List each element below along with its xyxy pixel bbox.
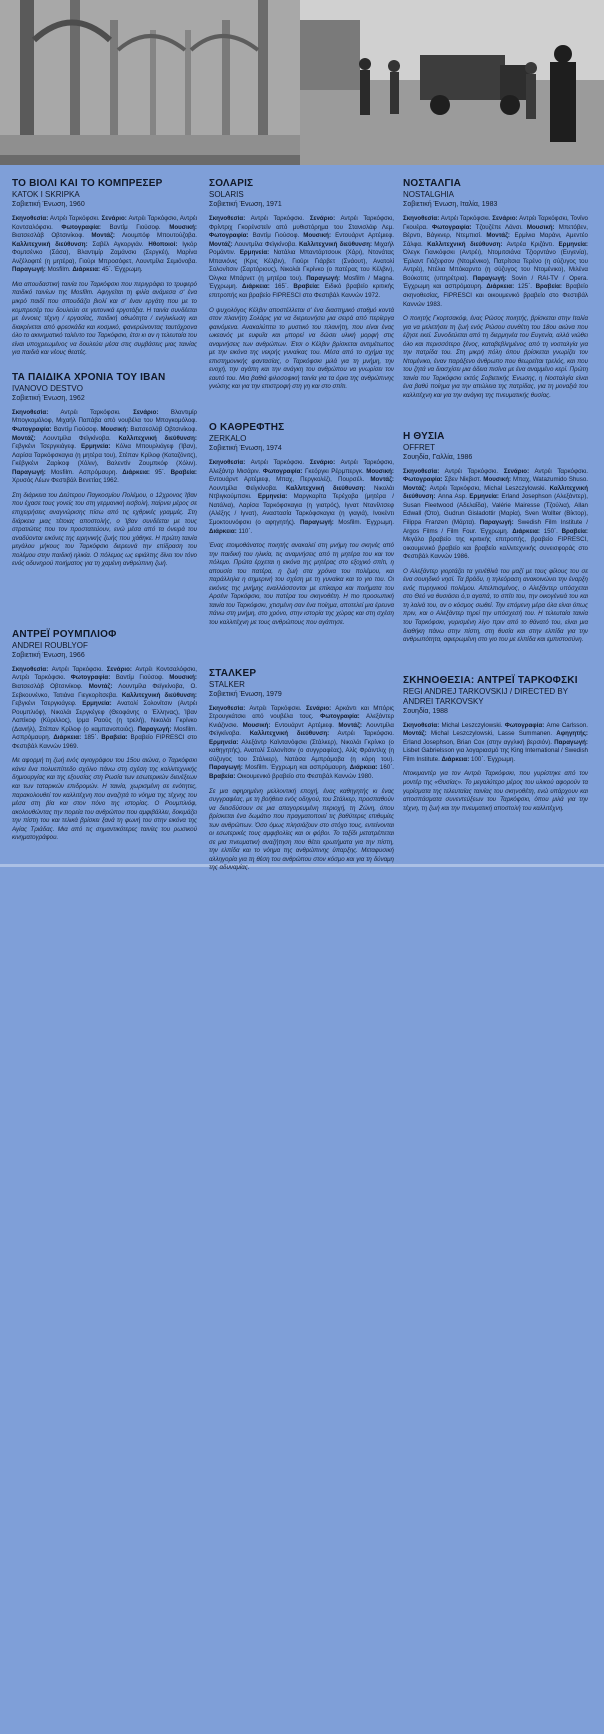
film-credits: Σκηνοθεσία: Αντρέι Ταρκόφσκι. Σενάριο: Αντρέι Ταρκόφσκι, Αντρέι Κοντσαλόφσκι. Φωτογραφία: Βαντίμ Γιούσοφ. Μουσική: Βιατσεσλάβ Οβτσινίκοφ. Μοντάζ: Λιουμπόφ Μπουτούζοβα. Καλλιτεχνική διεύθυνση: Σαβέλ Αγκοργιάν. Ηθοποιοί: Ιγκόρ Φομτσένκο (Σάσα), Βλαντιμίρ Ζαμάνσκι (Σεργκέι), Μαρίνα Ανζέλοφιτέ (η μητέρα), Γιούρι Μπροσόφετ, Λουντμίλα Σεμιόνοβα. Παραγωγή: Mosfilm. Διάρκεια: 45΄. Έγχρωμη. [12, 215, 198, 274]
film-country-year: Σοβιετική Ένωση, Ιταλία, 1983 [403, 201, 498, 208]
film-synopsis: Ο ποιητής Γκορτσακόφ, ένας Ρώσος ποιητής, βρίσκεται στην Ιταλία για να μελετήσει τη ζωή ενός Ρώσου συνθέτη του 18ου αιώνα που έζησε εκεί. Συνοδεύεται από τη διερμηνέα του Ευγενία, αλλά νιώθει όλο και περισσότερο ξένος, καταβεβλημένος από τη νοσταλγία για την πατρίδα του. Στη μικρή πόλη όπου βρίσκεται γνωρίζει τον Ντομένικο, έναν παράξενο άνθρωπο που θεωρείται τρελός, και που του ζητά να διασχίσει μια άδεια πισίνα με ένα αναμμένο κερί. Πρώτη ταινία του Ταρκόφσκι εκτός Σοβιετικής Ένωσης, η Νοσταλγία είναι ένα βαθύ ποίημα για την απώλεια της πατρίδας, για τη μοναξιά του καλλιτέχνη και για την ανάγκη της πνευματικής θυσίας. [403, 315, 588, 400]
film-entry-ivans-childhood [12, 372, 197, 569]
film-original-title: NOSTALGHIA [403, 190, 454, 199]
film-synopsis: Στη διάρκεια του Δεύτερου Παγκοσμίου Πολέμου, ο 12χρονος Ίβαν που έχασε τους γονείς του στη γερμανική εισβολή, παίρνει μέρος σε επιχειρήσεις αναγνώρισης πίσω από τις εχθρικές γραμμές. Στη διάρκεια μιας τέτοιας αποστολής, ο Ίβαν συνδέεται με τους στρατιώτες που τον προστατεύουν, ενώ μέσα από τα όνειρά του αναδύονται εικόνες της ειρηνικής ζωής που χάθηκε. Η πρώτη ταινία μεγάλου μήκους του Ταρκόφσκι διερευνά την επίδραση του πολέμου στην παιδική ηλικία. Ο πόλεμος ως εφιάλτης δίνει τον τόνο ενός οδυνηρού ποιήματος για τη χαμένη ανθρώπινη ζωή. [12, 491, 197, 568]
film-credits: Σκηνοθεσία: Αντρέι Ταρκόφσκι. Σενάριο: Αντρέι Ταρκόφσκι, Αλεξάντρ Μισάριν. Φωτογραφία: Γκεόργκι Ρέρμπεργκ. Μουσική: Εντουάρντ Αρτέμιεφ, Μπαχ, Περγκολέζι, Πουρσέλ. Μοντάζ: Λουντμίλα Φεϊγκίνοβα. Καλλιτεχνική διεύθυνση: Νικολάι Ντβιγκούμπσκι. Ερμηνεία: Μαργκαρίτα Τερέχοβα (μητέρα / Νατάλια), Λαρίσα Ταρκόφσκαγια (η γιατρός), Ιγνατ Ντανίλτσεφ (Αλέξης / Ιγνατ), Αναστασία Ταρκόφσκαγια (η γιαγιά), Ινοκέντι Σμοκτουνόφσκι (ο αφηγητής). Παραγωγή: Mosfilm. Έγχρωμη. Διάρκεια: 110΄. [209, 459, 394, 535]
film-country-year: Σοβιετική Ένωση, 1974 [209, 445, 282, 453]
film-original-title: STALKER [209, 679, 245, 689]
film-entry-directed-by-tarkovsky [403, 675, 588, 814]
film-credits: Σκηνοθεσία: Αντρέι Ταρκόφσκι. Σενάριο: Βλαντιμίρ Μπογκομόλοφ, Μιχαήλ Παπάβα από νουβέλα του Μπογκομόλοφ. Φωτογραφία: Βαντίμ Γιούσοφ. Μουσική: Βιατσεσλάβ Οβτσινίκοφ. Μοντάζ: Λουντμίλα Φεϊγκίνοβα. Καλλιτεχνική διεύθυνση: Γεβγκένι Τσεργκιάγεφ. Ερμηνεία: Κόλια Μπουρλιάγεφ (Ίβαν), Λαρίσα Ταρκόφσκαγια (η μητέρα του), Στέπαν Κρίλοφ (Καταζόνιτς), Γκέβγκένι Ζαρίκοφ (Χόλιν), Βαλεντίν Ζουμπκόφ (Χόλιν). Παραγωγή: Mosfilm. Ασπρόμαυρη. Διάρκεια: 95΄. Βραβεία: Χρυσός Λέων Φεστιβάλ Βενετίας 1962. [12, 408, 198, 485]
film-title: ΣΤΑΛΚΕΡ [209, 667, 257, 679]
soldiers-truck-photo [300, 0, 604, 165]
film-country-year: Σοβιετική Ένωση, 1971 [209, 201, 282, 208]
film-title: Η ΘΥΣΙΑ [403, 430, 445, 442]
film-country-year: Σοβιετική Ένωση, 1960 [12, 201, 85, 208]
film-country-year: Σοβιετική Ένωση, 1962 [12, 394, 85, 402]
column-middle [209, 178, 394, 887]
column-right [403, 178, 588, 827]
film-entry-stalker [209, 668, 394, 873]
film-synopsis: Ο ψυχολόγος Κέλβιν αποστέλλεται σ' ένα διαστημικό σταθμό κοντά στον πλανήτη Σολάρις για να διερευνήσει μια σειρά από περίεργα φαινόμενα. Ανακαλύπτει το μυστικό του πλανήτη, που είναι ένας ωκεανός με ευφυΐα και μπορεί να δώσει υλική μορφή στις αναμνήσεις των ανθρώπων. Έτσι ο Κέλβιν βρίσκεται αντιμέτωπος με την εικόνα της νεκρής γυναίκας του. Μέσα από το σχήμα της επιστημονικής φαντασίας, ο Ταρκόφσκι μιλά για τη μνήμη, την ενοχή, την αγάπη και την ανάγκη του ανθρώπου να γνωρίσει τον εαυτό του. Μια βαθιά φιλοσοφική ταινία για τα όρια της ανθρώπινης γνώσης και για την επιστροφή στη γη και στο σπίτι. [209, 306, 394, 391]
film-country-year: Σουηδία, Γαλλία, 1986 [403, 453, 473, 461]
film-synopsis: Ο Αλεξάντερ γιορτάζει τα γενέθλιά του μαζί με τους φίλους του σε ένα σουηδικό νησί. Τα βράδυ, η τηλεόραση ανακοινώνει την έναρξη ενός πυρηνικού πολέμου. Απελπισμένος, ο Αλεξάντερ υπόσχεται στο Θεό να θυσιάσει ό,τι αγαπά, το σπίτι του, την οικογένειά του και τη λαλιά του, αν ο κόσμος σωθεί. Την επόμενη μέρα όλα είναι όπως πριν, και ο Αλεξάντερ τηρεί την υπόσχεσή του. Η τελευταία ταινία του Ταρκόφσκι, γυρισμένη λίγο πριν από το θάνατό του, είναι μια διαθήκη πάνω στην πίστη, στη θυσία και στην ελπίδα για την ανθρωπότητα, αφιερωμένη στο γιο του με ελπίδα και εμπιστοσύνη. [403, 567, 588, 644]
film-synopsis: Με αφορμή τη ζωή ενός αγιογράφου του 15ου αιώνα, ο Ταρκόφσκι κάνει ένα πολυεπίπεδο σχόλιο πάνω στη σχέση της καλλιτεχνικής δημιουργίας και της εξουσίας στη Ρωσία των εσωτερικών διενέξεων και των ταταρικών επιδρομών. Η ταινία, χωρισμένη σε ενότητες, παρακολουθεί τον καλλιτέχνη που αναζητά το νόημα της τέχνης του μέσα στη βία και στον πόνο της ιστορίας. Ο Ρουμπλιόφ, ακολουθώντας την πορεία του ανθρώπου που αμφιβάλλει, δοκιμάζει την πίστη του και τελικά βρίσκει ξανά τη φωνή του στην εικόνα της Αγίας Τριάδας. Μια από τις σημαντικότερες ταινίες του ρωσικού κινηματογράφου. [12, 757, 197, 842]
film-original-title: KATOK I SKRIPKA [12, 190, 80, 199]
film-credits: Σκηνοθεσία: Michal Leszczylowski. Φωτογραφία: Arne Carlsson. Μοντάζ: Michal Leszczylowski, Lasse Summanen. Αφηγητής: Erland Josephson, Brian Cox (στην αγγλική βερσιόν). Παραγωγή: Lisbet Gabrielsson για λογαριασμό της King International / Swedish Film Institute. Διάρκεια: 100΄. Έγχρωμη. [403, 721, 588, 763]
film-title: ΝΟΣΤΑΛΓΙΑ [403, 178, 462, 189]
film-original-title: OFFRET [403, 442, 435, 452]
film-original-title: REGI ANDREJ TARKOVSKIJ / DIRECTED BY ANDREI TARKOVSKY [403, 686, 568, 706]
header-photo-band [0, 0, 604, 165]
film-credits: Σκηνοθεσία: Αντρέι Ταρκόφσκι. Σενάριο: Αντρέι Κοντσαλόφσκι, Αντρέι Ταρκόφσκι. Φωτογραφία: Βαντίμ Γιούσοφ. Μουσική: Βιατσεσλάβ Οβτσινίκοφ. Μοντάζ: Λουντμίλα Φεϊγκίνοβα, Ο. Σεβκουνένκο, Τατιάνα Γιεγκορίτσεβα. Καλλιτεχνική διεύθυνση: Γεβγκένι Τσεργκιάγεφ. Ερμηνεία: Ανατολί Σολονίτσιν (Αντρέι Ρουμπλιόφ), Νικολάι Σεργκέγεφ (Θεοφάνης ο Έλληνας), Ίβαν Λαπίκοφ (Κύριλλος), Ιρμα Ραούς (η τρελή), Νικολάι Γκρίνκο (Δανιήλ), Στέπαν Κρίλοφ (ο καμπανοποιός). Παραγωγή: Mosfilm. Ασπρόμαυρη. Διάρκεια: 185΄. Βραβεία: Βραβείο FIPRESCI στο Φεστιβάλ Καννών 1969. [12, 665, 198, 750]
film-synopsis: Σε μια αφηρημένη μελλοντική εποχή, ένας καθηγητής κι ένας συγγραφέας, με τη βοήθεια ενός οδηγού, του Στάλκερ, προσπαθούν να διεισδύσουν σε μια απαγορευμένη περιοχή, τη Ζώνη, όπου βρίσκεται ένα δωμάτιο που πραγματοποιεί τις βαθύτερες επιθυμίες των ανθρώπων. Όσο όμως πλησιάζουν στο στόχο τους, εντείνονται οι εσωτερικές τους αμφιβολίες και οι φόβοι. Το ταξίδι μετατρέπεται σε μια πνευματική αναζήτηση που θέτει ερωτήματα για την πίστη, την ελπίδα και το νόημα της ανθρώπινης ύπαρξης. Μεταφυσική αλληγορία για τη θέση του ανθρώπου στον κόσμο και για τη δύναμη της αδυναμίας. [209, 787, 394, 872]
film-title: Ο ΚΑΘΡΕΦΤΗΣ [209, 422, 285, 434]
film-original-title: ANDREI ROUBLYOF [12, 640, 88, 650]
film-original-title: IVANOVO DESTVO [12, 383, 83, 393]
film-title: ΤΟ ΒΙΟΛΙ ΚΑΙ ΤΟ ΚΟΜΠΡΕΣΕΡ [12, 178, 163, 189]
ruined-abbey-photo [0, 0, 300, 165]
film-credits: Σκηνοθεσία: Αντρέι Ταρκόφσκι. Σενάριο: Αντρέι Ταρκόφσκι, Φρίντριχ Γκορένστεϊν από μυθιστόρημα του Στανισλάφ Λεμ. Φωτογραφία: Βαντίμ Γιούσοφ. Μουσική: Εντουάρντ Αρτέμιεφ. Μοντάζ: Λουντμίλα Φεϊγκίνοβα. Καλλιτεχνική διεύθυνση: Μιχαήλ Ρομάντιν. Ερμηνεία: Νατάλια Μπαντάρτσουκ (Χάρι), Ντονάτας Μπανιόνις (Κρις Κέλβιν), Γιούρι Γιάρβετ (Σνάουτ), Ανατολί Σολονίτσιν (Σαρτόριους), Νικολάι Γκρίνκο (ο πατέρας του Κέλβιν), Όλγκα Μπάρνετ (η μητέρα του). Παραγωγή: Mosfilm / Magna. Έγχρωμη. Διάρκεια: 165΄. Βραβεία: Ειδικό βραβείο κριτικής επιτροπής και βραβείο FIPRESCI στο Φεστιβάλ Καννών 1972. [209, 215, 395, 300]
film-credits: Σκηνοθεσία: Αντρέι Ταρκόφσκι. Σενάριο: Αντρέι Ταρκόφσκι, Τονίνο Γκουέρα. Φωτογραφία: Τζουζέπε Λάνσι. Μουσική: Μπετόβεν, Βέρντι, Βάγκνερ, Ντεμπισί. Μοντάζ: Ερμίνια Μαράνι, Αμεντέο Σάλφα. Καλλιτεχνική διεύθυνση: Αντρέα Κριζάντι. Ερμηνεία: Όλεγκ Γιανκόφσκι (Αντρέι), Ντομιτσιάνα Τζιορντάνο (Ευγενία), Έρλαντ Γιόζεφσον (Ντομένικο), Πατρίτσια Τερένο (η σύζυγος του Αντρέι), Ντέλια Μπόκαρντο (η σύζυγος του Ντομένικο), Μιλένα Βούκοτιτς (υπηρέτρια). Παραγωγή: Sovin / RAI-TV / Opera. Έγχρωμη και ασπρόμαυρη. Διάρκεια: 125΄. Βραβεία: Βραβείο σκηνοθεσίας, FIPRESCI και οικουμενικό βραβείο στο Φεστιβάλ Καννών 1983. [403, 215, 589, 308]
column-left [12, 178, 197, 857]
film-credits: Σκηνοθεσία: Αντρέι Ταρκόφσκι. Σενάριο: Αρκάντι και Μπόρις Στρουγκάτσκι από νουβέλα τους. Φωτογραφία: Αλεξάντερ Κνιάζινσκι. Μουσική: Εντουάρντ Αρτέμιεφ. Μοντάζ: Λουντμίλα Φεϊγκίνοβα. Καλλιτεχνική διεύθυνση: Αντρέι Ταρκόφσκι. Ερμηνεία: Αλεξάντρ Καϊντανόφσκι (Στάλκερ), Νικολάι Γκρίνκο (ο καθηγητής), Ανατολί Σολονίτσιν (ο συγγραφέας), Αλίς Φράιντλιχ (η σύζυγος του Στάλκερ), Νατάσα Αμπράμοβα (η κόρη του). Παραγωγή: Mosfilm. Έγχρωμη και ασπρόμαυρη. Διάρκεια: 160΄. Βραβεία: Οικουμενικό βραβείο στο Φεστιβάλ Καννών 1980. [209, 704, 395, 780]
film-entry-nostalghia [403, 178, 588, 401]
film-original-title: SOLARIS [209, 190, 244, 199]
film-country-year: Σοβιετική Ένωση, 1966 [12, 651, 85, 659]
film-entry-violin-roller [12, 178, 197, 358]
film-synopsis: Μια απουδαστική ταινία του Ταρκόφσκι που περιγράφει το τρυφερό παιδικό ταινίων της Mosfilm. Αφηγείται τη φιλία ανάμεσα σ' ένα μικρό παιδί που σπουδάζει βιολί και σ' έναν εργάτη που με το κομπρεσέρ του δουλεύει σε γειτονικά εργοτάξια. Η ταινία συνδέεται με έννοιες τέχνη / εργασίας, παιδική αθωότητα / ενηλικίωση και διακρίνεται από φρεσκάδα και κοσμικό, φανερώνοντας ταυτόχρονα όλο το ακινηματικό ταλέντο του Ταρκόφσκι, έτσι κι αν η τελευταία του είναι υποχρεωμένος να δουλεύει μέσα στις συμβάσεις μιας ταινίας για παιδιά και νέους θεατές. [12, 280, 197, 357]
film-synopsis: Ένας ετοιμοθάνατος ποιητής ανακαλεί στη μνήμη του σκηνές από την παιδική του ηλικία, τις αναμνήσεις από τη μητέρα του και τον πόλεμο. Πρώτα έρχεται η εικόνα της μητέρας στο εξοχικό σπίτι, η απουσία του πατέρα, η ζωή στα χρόνια του πολέμου, και παράλληλα η σημερινή του σχέση με τη γυναίκα και το γιο του. Οι εικόνες της μνήμης εναλλάσσονται με επίκαιρα και ποιήματα του Αρσένι Ταρκόφσκι, του πατέρα του σκηνοθέτη. Η πιο προσωπική ταινία του Ταρκόφσκι, χτισμένη σαν ένα ποίημα, αποτελεί μια έρευνα πάνω στη μνήμη, στο χρόνο, στην ιστορία της χώρας και στη σχέση του καλλιτέχνη με τους ανθρώπους που αγάπησε. [209, 542, 394, 626]
film-synopsis: Ντοκιμαντέρ για τον Αντρέι Ταρκόφσκι, που γυρίστηκε από τον μοντέρ της «Θυσίας». Το μεγαλύτερο μέρος του υλικού αφορούν τα γυρίσματα της τελευταίας ταινίας του σκηνοθέτη, ενώ υπάρχουν και αποσπάσματα συνεντεύξεων του Ταρκόφσκι, όπου μιλά για την τέχνη, τη ζωή και την πνευματική αποστολή του καλλιτέχνη. [403, 770, 588, 812]
film-entry-mirror [209, 422, 394, 627]
film-original-title: ZERKALO [209, 434, 247, 444]
film-credits: Σκηνοθεσία: Αντρέι Ταρκόφσκι. Σενάριο: Αντρέι Ταρκόφσκι. Φωτογραφία: Σβεν Νίκβιστ. Μουσική: Μπαχ, Watazumido Shuso. Μοντάζ: Αντρέι Ταρκόφσκι, Michal Leszczylowski. Καλλιτεχνική διεύθυνση: Anna Asp. Ερμηνεία: Erland Josephson (Αλεξάντερ), Susan Fleetwood (Αδελαΐδα), Valérie Mairesse (Τζούλια), Allan Edwall (Ότο), Gudrun Gisladottir (Μαρία), Sven Wollter (Βίκτορ), Filippa Franzen (Μάρτα). Παραγωγή: Swedish Film Institute / Argos Films / Film Four. Έγχρωμη. Διάρκεια: 150΄. Βραβεία: Μεγάλο βραβείο της κριτικής επιτροπής, βραβείο FIPRESCI, οικουμενικό βραβείο και βραβείο καλλιτεχνικής συνεισφοράς στο Φεστιβάλ Καννών 1986. [403, 467, 588, 561]
film-entry-sacrifice [403, 431, 588, 645]
film-country-year: Σουηδία, 1988 [403, 707, 448, 715]
film-title: ΤΑ ΠΑΙΔΙΚΑ ΧΡΟΝΙΑ ΤΟΥ ΙΒΑΝ [12, 371, 166, 383]
film-country-year: Σοβιετική Ένωση, 1979 [209, 690, 282, 698]
film-entry-solaris [209, 178, 394, 392]
film-title: ΣΟΛΑΡΙΣ [209, 178, 254, 189]
film-title: ΣΚΗΝΟΘΕΣΙΑ: ΑΝΤΡΕΪ ΤΑΡΚΟΦΣΚΙ [403, 674, 578, 686]
film-title: ΑΝΤΡΕΪ ΡΟΥΜΠΛΙΟΦ [12, 628, 117, 640]
film-entry-andrei-rublev [12, 629, 197, 843]
